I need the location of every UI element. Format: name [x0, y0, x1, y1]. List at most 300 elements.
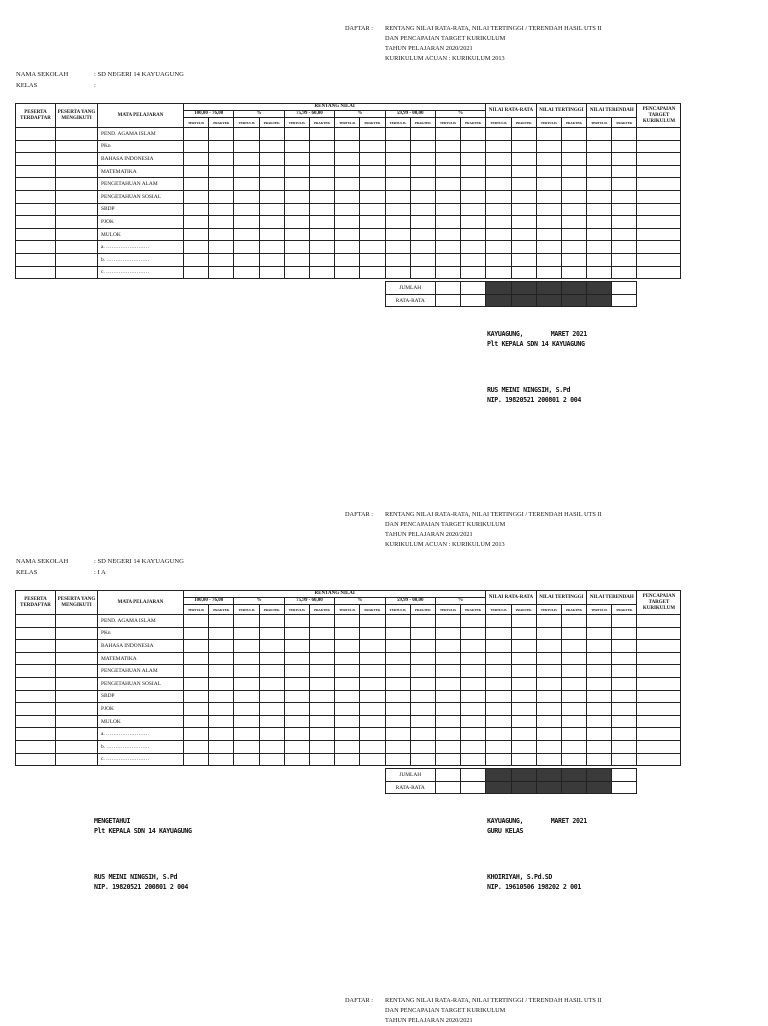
class-value: : I A — [94, 568, 106, 576]
class-label: KELAS — [16, 568, 38, 576]
subject-name: PJOK — [98, 216, 184, 229]
cell — [435, 715, 460, 728]
cell — [435, 781, 460, 794]
cell — [259, 665, 284, 678]
header-line-4: KURIKULUM ACUAN : KURIKULUM 2013 — [385, 541, 505, 548]
cell — [561, 753, 586, 766]
cell — [184, 140, 209, 153]
school-value: : SD NEGERI 14 KAYUAGUNG — [94, 71, 184, 78]
cell — [612, 665, 637, 678]
cell — [435, 266, 460, 279]
cell — [461, 228, 486, 241]
cell — [259, 228, 284, 241]
tertulis-subheader: TERTULIS — [234, 605, 259, 615]
cell — [612, 690, 637, 703]
table-row — [16, 266, 681, 279]
cell — [284, 665, 309, 678]
cell — [360, 703, 385, 716]
cell — [335, 690, 360, 703]
table-row — [16, 703, 681, 716]
cell — [461, 203, 486, 216]
cell — [309, 266, 334, 279]
cell — [410, 728, 435, 741]
cell — [435, 753, 460, 766]
cell — [435, 652, 460, 665]
range-header: 100,00 - 76,00 — [184, 598, 234, 605]
cell — [209, 190, 234, 203]
cell — [486, 203, 511, 216]
cell — [209, 652, 234, 665]
school-label: NAMA SEKOLAH — [16, 71, 69, 78]
cell — [536, 665, 561, 678]
cell — [335, 128, 360, 141]
cell — [461, 652, 486, 665]
cell — [486, 690, 511, 703]
cell — [360, 203, 385, 216]
praktek-subheader: PRAKTEK — [259, 605, 284, 615]
cell — [309, 753, 334, 766]
cell — [435, 294, 460, 307]
shaded-cell — [587, 282, 612, 295]
nilai-tertinggi-header: NILAI TERTINGGI — [536, 591, 586, 605]
subject-name: PKn — [98, 140, 184, 153]
cell — [56, 665, 98, 678]
table-row — [16, 128, 681, 141]
cell — [259, 178, 284, 191]
col-mata-pelajaran: MATA PELAJARAN — [98, 591, 184, 615]
cell — [385, 677, 410, 690]
report-header — [345, 996, 602, 1026]
cell — [335, 241, 360, 254]
header-line-3: TAHUN PELAJARAN 2020/2021 — [385, 531, 473, 538]
cell — [536, 652, 561, 665]
cell — [16, 253, 56, 266]
shaded-cell — [486, 769, 511, 782]
cell — [536, 241, 561, 254]
cell — [637, 627, 681, 640]
cell — [16, 627, 56, 640]
cell — [360, 128, 385, 141]
cell — [435, 282, 460, 295]
cell — [184, 216, 209, 229]
cell — [234, 640, 259, 653]
cell — [209, 253, 234, 266]
cell — [56, 165, 98, 178]
cell — [335, 253, 360, 266]
shaded-cell — [536, 769, 561, 782]
cell — [16, 266, 56, 279]
percent-header: % — [234, 111, 284, 118]
cell — [435, 140, 460, 153]
summary-row — [16, 294, 681, 307]
signer-nip: NIP. 19610506 198202 2 001 — [487, 882, 581, 891]
cell — [461, 128, 486, 141]
cell — [637, 178, 681, 191]
pencapaian-header: PENCAPAIAN TARGET KURIKULUM — [637, 591, 681, 615]
cell — [637, 140, 681, 153]
subject-name: PENGETAHUAN ALAM — [98, 665, 184, 678]
cell — [234, 228, 259, 241]
cell — [56, 241, 98, 254]
cell — [259, 140, 284, 153]
cell — [16, 241, 56, 254]
cell — [461, 153, 486, 166]
cell — [486, 703, 511, 716]
cell — [184, 190, 209, 203]
cell — [360, 627, 385, 640]
cell — [486, 640, 511, 653]
signer-name: RUS MEINI NINGSIH, S.Pd — [487, 385, 571, 394]
cell — [259, 190, 284, 203]
cell — [561, 728, 586, 741]
col-mata-pelajaran: MATA PELAJARAN — [98, 104, 184, 128]
header-line-1: RENTANG NILAI RATA-RATA, NILAI TERTINGGI / TERENDAH HASIL UTS II — [385, 511, 602, 518]
subject-name: SBDP — [98, 203, 184, 216]
table-row — [16, 640, 681, 653]
cell — [637, 228, 681, 241]
header-line-1: RENTANG NILAI RATA-RATA, NILAI TERTINGGI / TERENDAH HASIL UTS II — [385, 25, 602, 32]
shaded-cell — [561, 769, 586, 782]
cell — [309, 216, 334, 229]
cell — [385, 615, 410, 628]
cell — [385, 652, 410, 665]
daftar-label: DAFTAR : — [345, 997, 374, 1004]
praktek-subheader: PRAKTEK — [209, 605, 234, 615]
cell — [16, 715, 56, 728]
cell — [587, 627, 612, 640]
cell — [385, 753, 410, 766]
cell — [309, 703, 334, 716]
cell — [536, 740, 561, 753]
cell — [612, 640, 637, 653]
cell — [536, 690, 561, 703]
cell — [637, 203, 681, 216]
cell — [385, 241, 410, 254]
cell — [335, 715, 360, 728]
cell — [435, 241, 460, 254]
cell — [461, 640, 486, 653]
cell — [410, 615, 435, 628]
cell — [360, 615, 385, 628]
cell — [461, 241, 486, 254]
signer-name: RUS MEINI NINGSIH, S.Pd — [94, 872, 178, 881]
percent-header: % — [335, 598, 385, 605]
cell — [184, 640, 209, 653]
cell — [435, 253, 460, 266]
cell — [360, 640, 385, 653]
praktek-subheader: PRAKTEK — [511, 118, 536, 128]
cell — [56, 652, 98, 665]
report-header — [345, 510, 602, 550]
table-row — [16, 715, 681, 728]
cell — [637, 740, 681, 753]
cell — [561, 677, 586, 690]
cell — [461, 665, 486, 678]
cell — [435, 615, 460, 628]
cell — [309, 652, 334, 665]
cell — [259, 728, 284, 741]
table-row — [16, 140, 681, 153]
cell — [637, 677, 681, 690]
cell — [16, 203, 56, 216]
cell — [16, 140, 56, 153]
cell — [309, 153, 334, 166]
header-line-3: TAHUN PELAJARAN 2020/2021 — [385, 1017, 473, 1024]
cell — [637, 703, 681, 716]
tertulis-subheader: TERTULIS — [335, 118, 360, 128]
subject-name: SBDP — [98, 690, 184, 703]
cell — [309, 715, 334, 728]
header-line-4: KURIKULUM ACUAN : KURIKULUM 2013 — [385, 55, 505, 62]
cell — [435, 178, 460, 191]
cell — [259, 266, 284, 279]
cell — [612, 677, 637, 690]
cell — [234, 241, 259, 254]
cell — [536, 128, 561, 141]
cell — [461, 703, 486, 716]
cell — [234, 190, 259, 203]
cell — [209, 640, 234, 653]
praktek-subheader: PRAKTEK — [461, 118, 486, 128]
table-row — [16, 190, 681, 203]
cell — [16, 615, 56, 628]
cell — [612, 781, 637, 794]
tertulis-subheader: TERTULIS — [184, 118, 209, 128]
cell — [511, 715, 536, 728]
cell — [486, 140, 511, 153]
cell — [435, 627, 460, 640]
table-row — [16, 677, 681, 690]
cell — [612, 165, 637, 178]
cell — [587, 615, 612, 628]
cell — [385, 715, 410, 728]
percent-header: % — [435, 598, 485, 605]
summary-row — [16, 282, 681, 295]
rentang-nilai-header: RENTANG NILAI — [184, 591, 486, 598]
cell — [612, 266, 637, 279]
cell — [511, 178, 536, 191]
cell — [335, 627, 360, 640]
cell — [309, 190, 334, 203]
cell — [511, 740, 536, 753]
cell — [56, 253, 98, 266]
cell — [360, 253, 385, 266]
cell — [410, 677, 435, 690]
cell — [511, 165, 536, 178]
table-row — [16, 178, 681, 191]
cell — [637, 652, 681, 665]
cell — [209, 753, 234, 766]
cell — [637, 753, 681, 766]
cell — [561, 216, 586, 229]
subject-name: PENGETAHUAN SOSIAL — [98, 190, 184, 203]
cell — [511, 241, 536, 254]
cell — [284, 165, 309, 178]
cell — [612, 627, 637, 640]
subject-name: a. …………………… — [98, 241, 184, 254]
cell — [637, 665, 681, 678]
col-peserta-terdaftar: PESERTA TERDAFTAR — [16, 591, 56, 615]
cell — [335, 652, 360, 665]
cell — [461, 753, 486, 766]
cell — [612, 740, 637, 753]
cell — [184, 715, 209, 728]
cell — [637, 190, 681, 203]
tertulis-subheader: TERTULIS — [335, 605, 360, 615]
cell — [335, 266, 360, 279]
cell — [461, 190, 486, 203]
cell — [612, 715, 637, 728]
cell — [184, 128, 209, 141]
shaded-cell — [587, 769, 612, 782]
cell — [410, 140, 435, 153]
school-label: NAMA SEKOLAH — [16, 558, 69, 565]
cell — [234, 715, 259, 728]
cell — [184, 266, 209, 279]
cell — [184, 627, 209, 640]
cell — [435, 216, 460, 229]
cell — [486, 128, 511, 141]
cell — [511, 128, 536, 141]
cell — [486, 627, 511, 640]
range-header: 100,00 - 76,00 — [184, 111, 234, 118]
cell — [284, 627, 309, 640]
cell — [587, 715, 612, 728]
cell — [587, 266, 612, 279]
cell — [335, 665, 360, 678]
cell — [335, 216, 360, 229]
cell — [234, 203, 259, 216]
table-row — [16, 153, 681, 166]
cell — [284, 190, 309, 203]
percent-header: % — [335, 111, 385, 118]
cell — [385, 665, 410, 678]
cell — [461, 728, 486, 741]
cell — [612, 294, 637, 307]
cell — [259, 216, 284, 229]
cell — [561, 615, 586, 628]
cell — [56, 753, 98, 766]
cell — [385, 128, 410, 141]
range-header: 59,99 - 00,00 — [385, 111, 435, 118]
cell — [234, 128, 259, 141]
nilai-rata-header: NILAI RATA-RATA — [486, 591, 536, 605]
cell — [259, 652, 284, 665]
subject-name: BAHASA INDONESIA — [98, 640, 184, 653]
cell — [486, 677, 511, 690]
cell — [209, 266, 234, 279]
cell — [284, 640, 309, 653]
cell — [335, 190, 360, 203]
cell — [16, 677, 56, 690]
school-value: : SD NEGERI 14 KAYUAGUNG — [94, 558, 184, 565]
range-header: 75,99 - 60,00 — [284, 598, 334, 605]
cell — [486, 753, 511, 766]
table-row — [16, 253, 681, 266]
cell — [209, 216, 234, 229]
mengetahui-label: MENGETAHUI — [94, 816, 131, 825]
cell — [536, 216, 561, 229]
cell — [16, 153, 56, 166]
cell — [309, 677, 334, 690]
cell — [486, 153, 511, 166]
cell — [335, 140, 360, 153]
pencapaian-header: PENCAPAIAN TARGET KURIKULUM — [637, 104, 681, 128]
cell — [385, 178, 410, 191]
cell — [486, 178, 511, 191]
cell — [561, 203, 586, 216]
cell — [461, 266, 486, 279]
nilai-rata-header: NILAI RATA-RATA — [486, 104, 536, 118]
cell — [561, 128, 586, 141]
cell — [184, 153, 209, 166]
cell — [511, 203, 536, 216]
cell — [209, 128, 234, 141]
table-row — [16, 740, 681, 753]
daftar-label: DAFTAR : — [345, 25, 374, 32]
cell — [184, 203, 209, 216]
cell — [335, 728, 360, 741]
praktek-subheader: PRAKTEK — [360, 605, 385, 615]
cell — [184, 253, 209, 266]
grade-table — [15, 590, 681, 794]
table-row — [16, 665, 681, 678]
cell — [335, 740, 360, 753]
cell — [511, 228, 536, 241]
cell — [284, 652, 309, 665]
cell — [511, 728, 536, 741]
shaded-cell — [486, 781, 511, 794]
cell — [410, 216, 435, 229]
cell — [209, 140, 234, 153]
cell — [511, 266, 536, 279]
cell — [284, 690, 309, 703]
header-line-2: DAN PENCAPAIAN TARGET KURIKULUM — [385, 1007, 506, 1014]
cell — [511, 690, 536, 703]
cell — [612, 216, 637, 229]
sign-month: MARET 2021 — [550, 329, 587, 338]
report-header — [345, 24, 602, 64]
tertulis-subheader: TERTULIS — [587, 605, 612, 615]
cell — [385, 203, 410, 216]
cell — [360, 728, 385, 741]
subject-name: BAHASA INDONESIA — [98, 153, 184, 166]
praktek-subheader: PRAKTEK — [410, 605, 435, 615]
cell — [56, 715, 98, 728]
cell — [234, 165, 259, 178]
subject-name: MATEMATIKA — [98, 652, 184, 665]
cell — [209, 627, 234, 640]
cell — [184, 652, 209, 665]
cell — [385, 140, 410, 153]
cell — [209, 728, 234, 741]
cell — [209, 740, 234, 753]
cell — [536, 266, 561, 279]
cell — [309, 140, 334, 153]
cell — [637, 241, 681, 254]
cell — [56, 627, 98, 640]
cell — [56, 677, 98, 690]
cell — [536, 190, 561, 203]
summary-row — [16, 781, 681, 794]
cell — [335, 703, 360, 716]
cell — [259, 627, 284, 640]
table-row — [16, 615, 681, 628]
cell — [461, 140, 486, 153]
cell — [561, 266, 586, 279]
cell — [511, 665, 536, 678]
cell — [561, 253, 586, 266]
